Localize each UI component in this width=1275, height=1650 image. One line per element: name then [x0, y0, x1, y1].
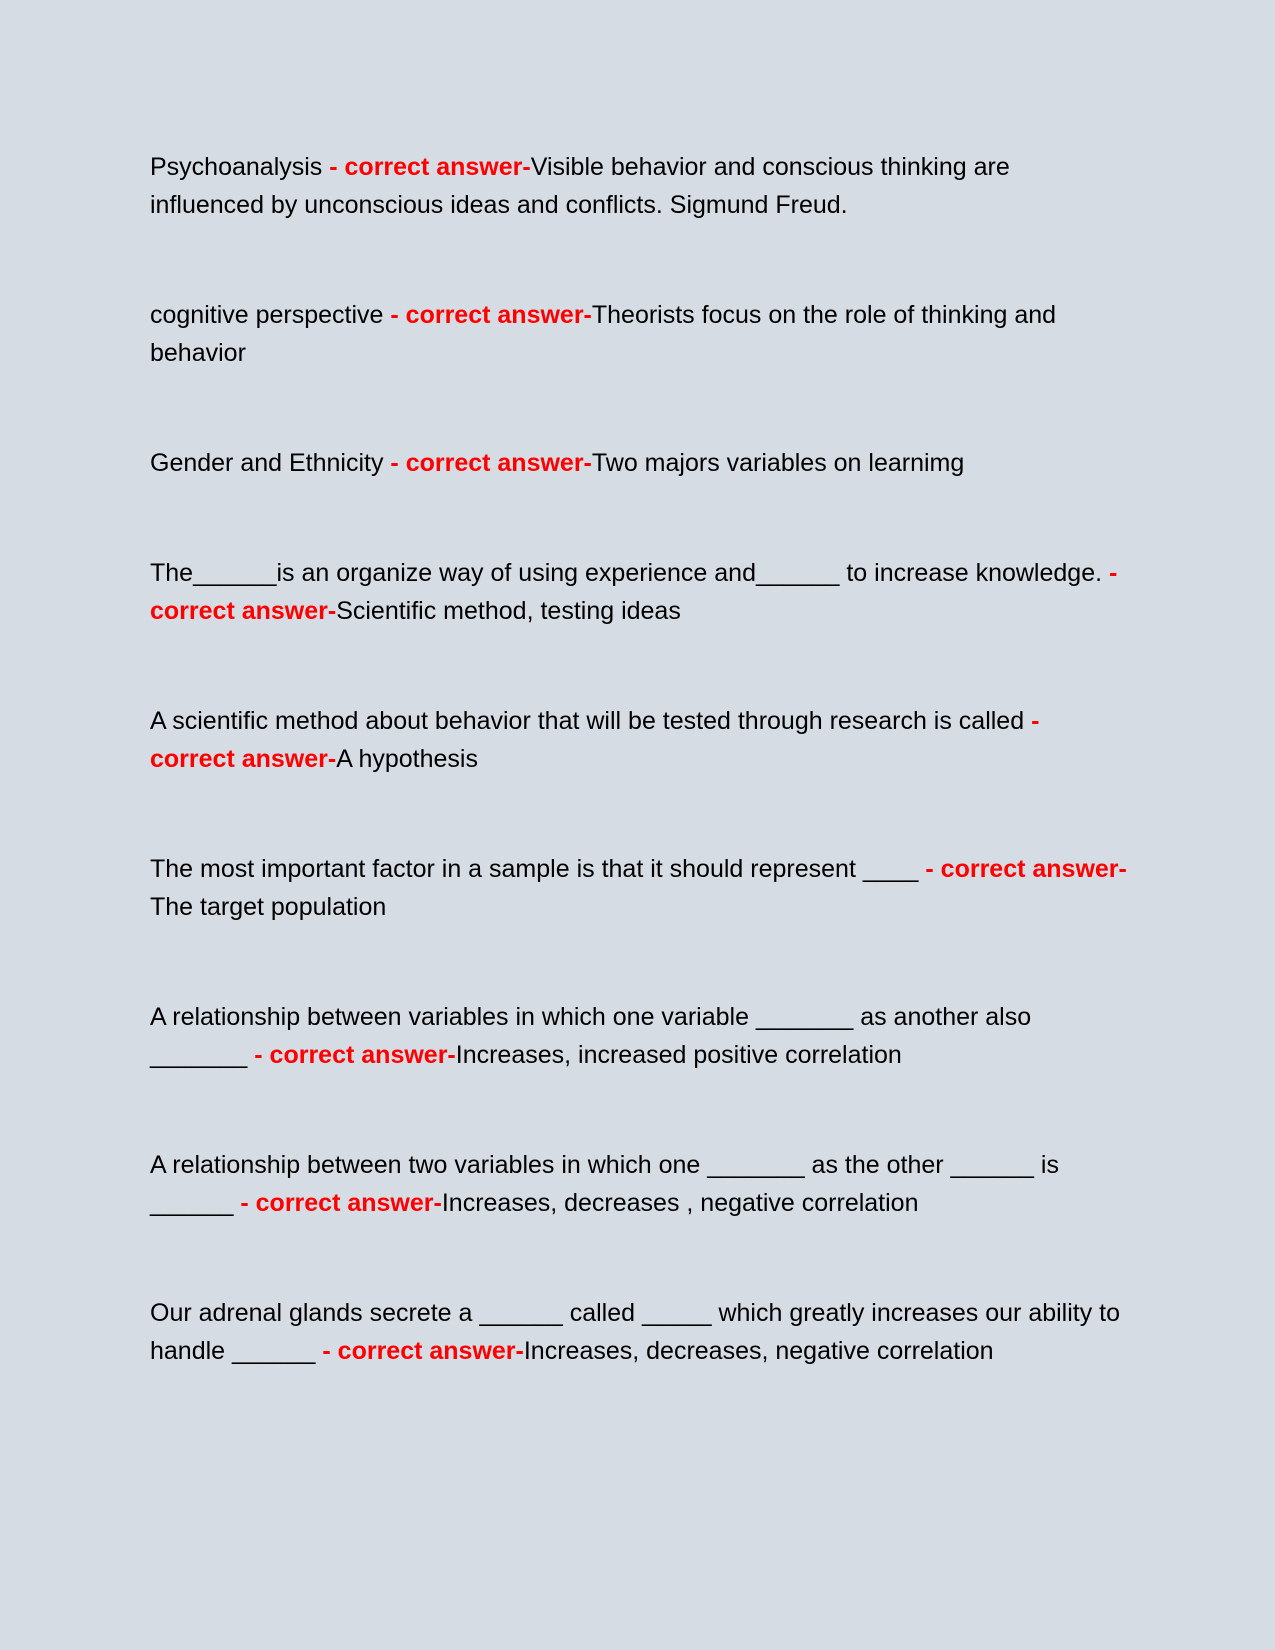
answer-text: A hypothesis: [336, 745, 478, 773]
answer-text: Increases, decreases, negative correlation: [523, 1337, 994, 1365]
correct-answer-marker: - correct answer-: [925, 855, 1127, 883]
question-text: Gender and Ethnicity: [150, 449, 391, 477]
flashcard-item: [150, 148, 1130, 224]
correct-answer-marker: - correct answer-: [254, 1041, 456, 1069]
question-text: Psychoanalysis: [150, 153, 330, 181]
question-text: The most important factor in a sample is that it should represent ____: [150, 855, 926, 883]
flashcard-list: [150, 148, 1130, 1370]
answer-text: The target population: [150, 893, 387, 921]
answer-text: Increases, decreases , negative correlation: [441, 1189, 919, 1217]
flashcard-item: [150, 296, 1130, 372]
flashcard-item: [150, 702, 1130, 778]
answer-text: Increases, increased positive correlation: [455, 1041, 902, 1069]
flashcard-item: [150, 1146, 1130, 1222]
flashcard-item: [150, 554, 1130, 630]
correct-answer-marker: - correct answer-: [150, 707, 1040, 773]
answer-text: Two majors variables on learnimg: [591, 449, 965, 477]
answer-text: Scientific method, testing ideas: [336, 597, 681, 625]
correct-answer-marker: - correct answer-: [322, 1337, 524, 1365]
answer-text: Theorists focus on the role of thinking and behavior: [150, 301, 1057, 367]
question-text: A scientific method about behavior that will be tested through research is called: [150, 707, 1032, 735]
question-text: cognitive perspective: [150, 301, 391, 329]
flashcard-item: [150, 998, 1130, 1074]
answer-text: Visible behavior and conscious thinking are influenced by unconscious ideas and conflicts. Sigmund Freud.: [150, 153, 1010, 219]
correct-answer-marker: - correct answer-: [240, 1189, 442, 1217]
correct-answer-marker: - correct answer-: [390, 449, 592, 477]
flashcard-item: [150, 444, 1130, 482]
flashcard-item: [150, 850, 1130, 926]
correct-answer-marker: - correct answer-: [150, 559, 1118, 625]
correct-answer-marker: - correct answer-: [329, 153, 531, 181]
question-text: Our adrenal glands secrete a ______ called _____ which greatly increases our ability to handle ______: [150, 1299, 1121, 1365]
question-text: The______is an organize way of using experience and______ to increase knowledge.: [150, 559, 1109, 587]
question-text: A relationship between two variables in which one _______ as the other ______ is ______: [150, 1151, 1059, 1217]
question-text: A relationship between variables in which one variable _______ as another also _______: [150, 1003, 1032, 1069]
flashcard-item: [150, 1294, 1130, 1370]
correct-answer-marker: - correct answer-: [390, 301, 592, 329]
